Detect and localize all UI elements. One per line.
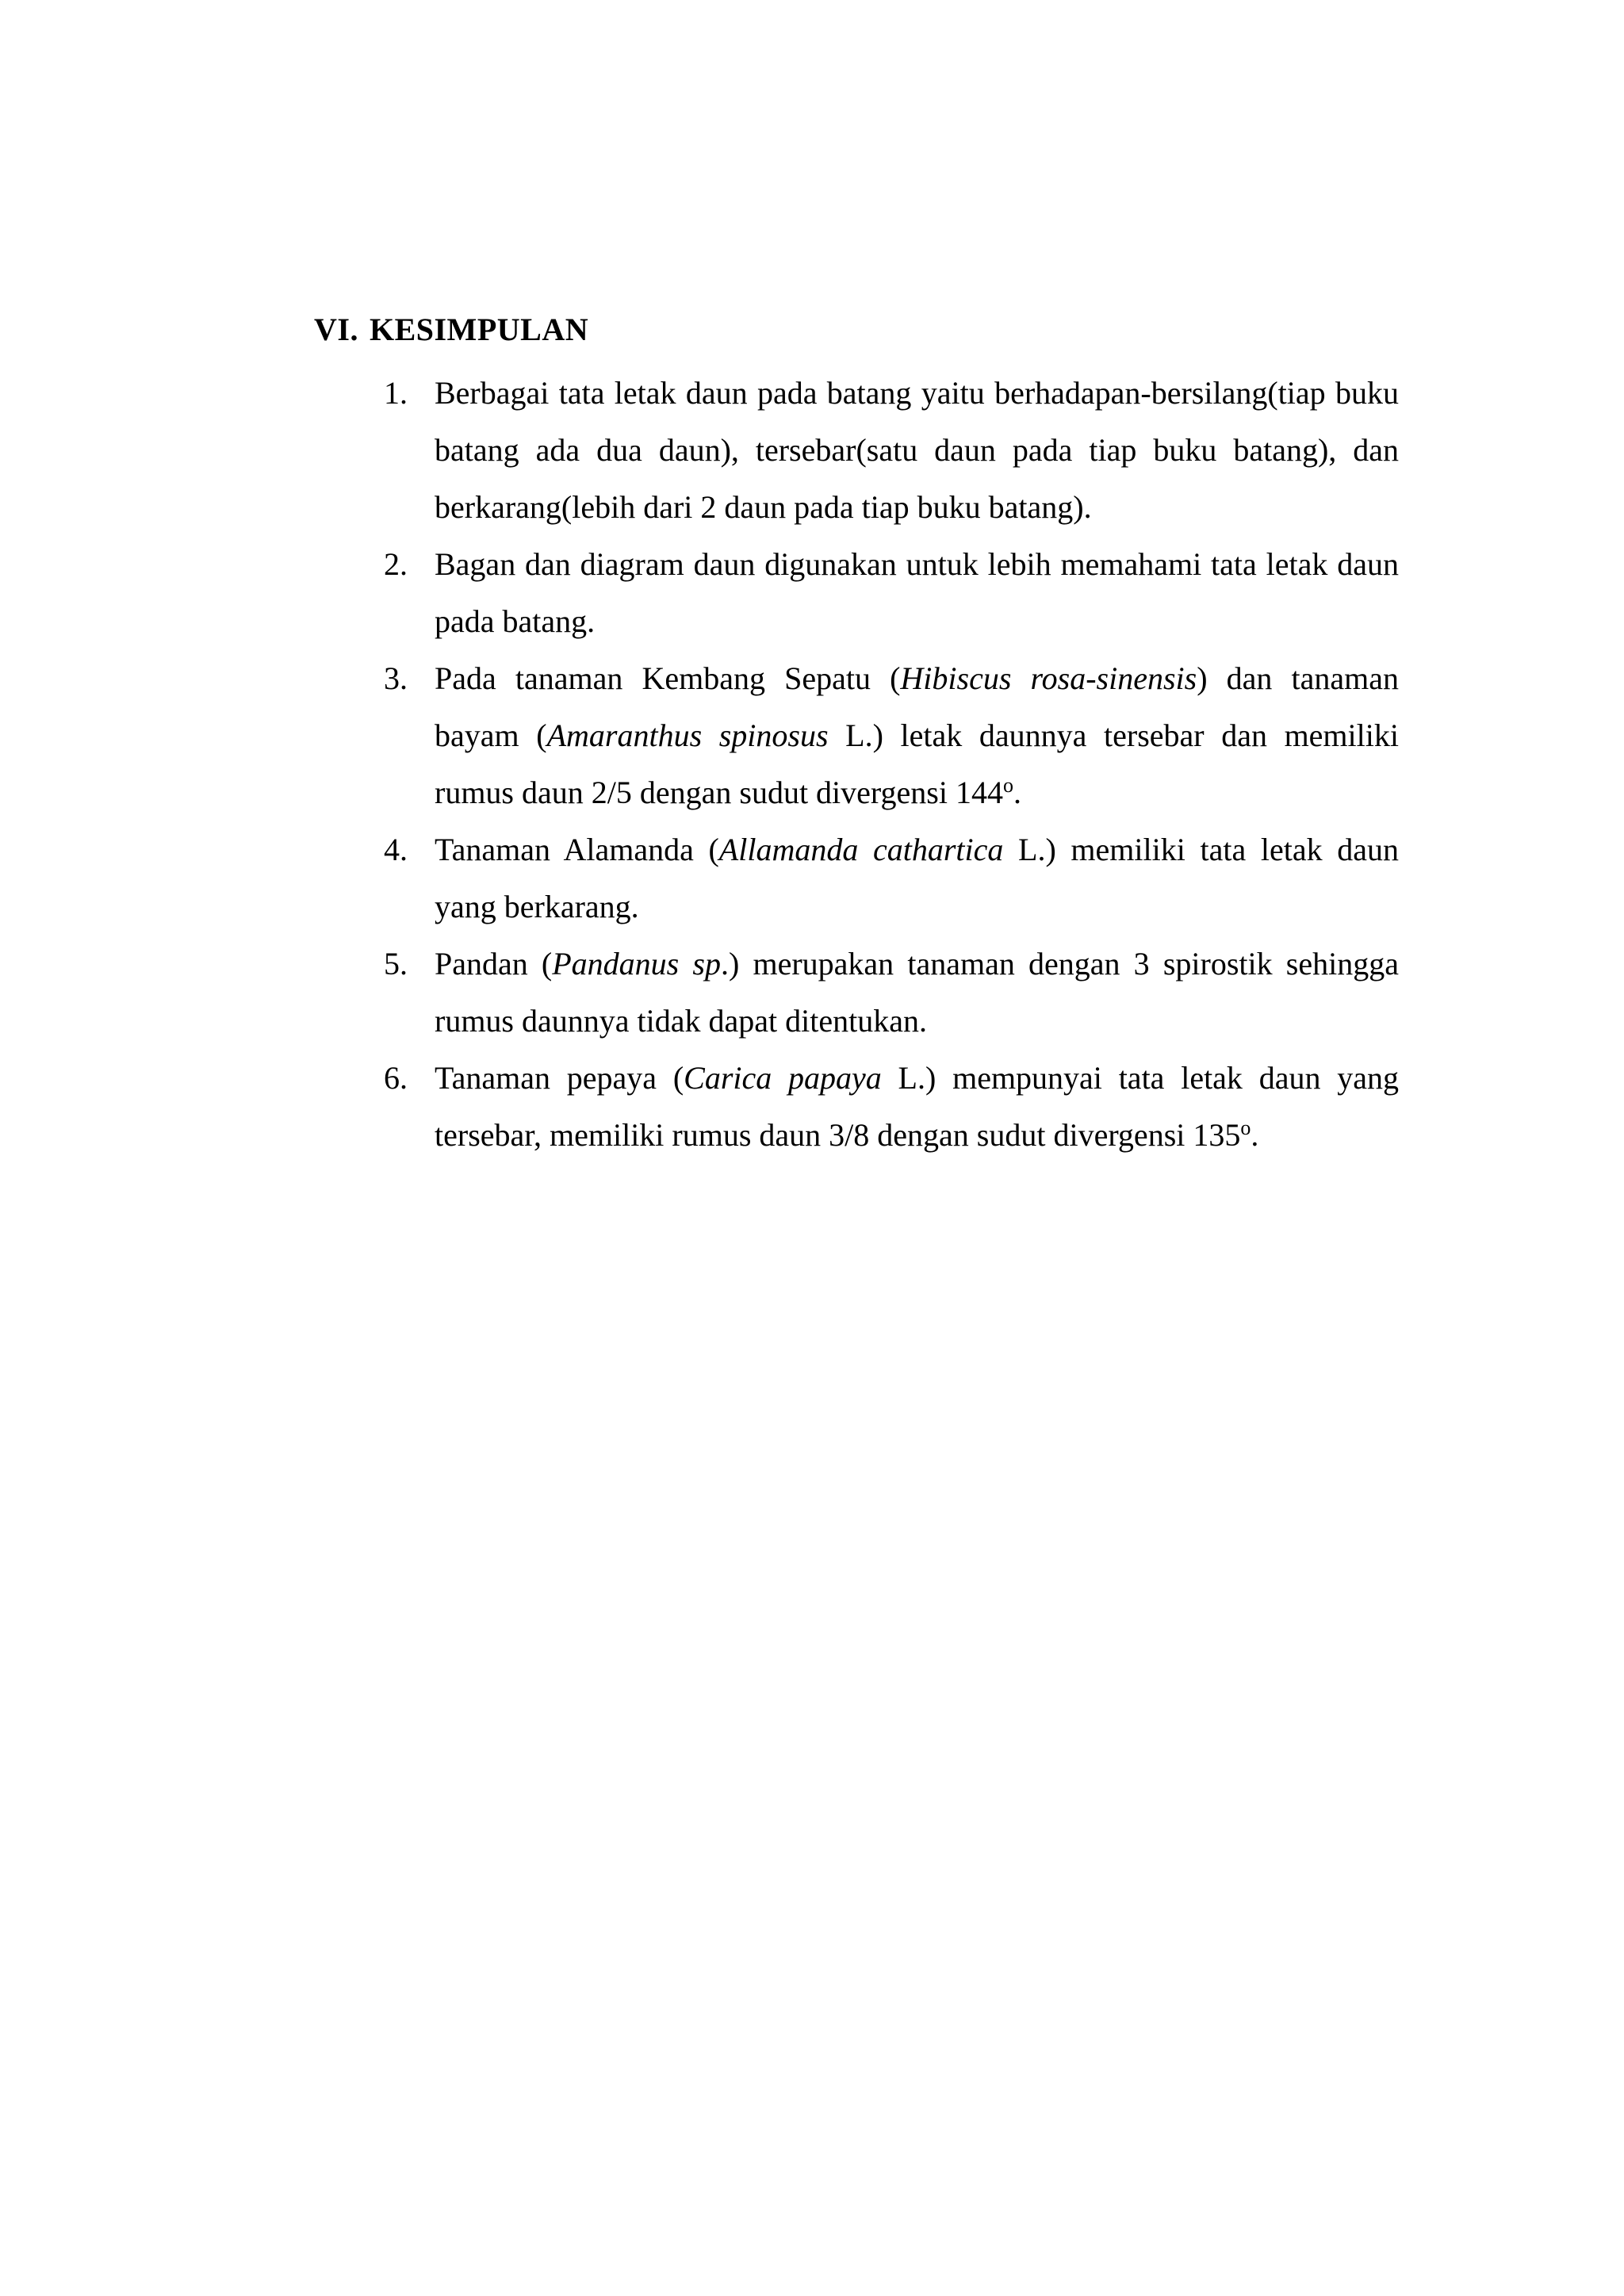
degree-superscript: o	[1002, 774, 1013, 797]
item-number: 3.	[384, 660, 408, 696]
item-text: Pada tanaman Kembang Sepatu (	[435, 660, 901, 696]
item-number: 4.	[384, 832, 408, 867]
item-number: 2.	[384, 546, 408, 582]
species-name: Carica papaya	[684, 1060, 882, 1096]
section-title: KESIMPULAN	[369, 312, 589, 347]
item-text: L.) mempunyai tata letak daun yang tersebar, memiliki rumus daun 3/8 dengan sudut divergensi 135	[435, 1060, 1399, 1153]
item-text: Tanaman Alamanda (	[435, 832, 719, 867]
species-name: Pandanus sp	[552, 946, 721, 982]
item-number: 5.	[384, 946, 408, 982]
item-number: 6.	[384, 1060, 408, 1096]
list-item	[384, 365, 1399, 536]
section-heading	[314, 308, 588, 352]
item-text: Berbagai tata letak daun pada batang yaitu berhadapan-bersilang(tiap buku batang ada dua daun), tersebar(satu daun pada tiap buku batang), dan berkarang(lebih dari 2 daun pada tiap buku batang).	[435, 375, 1399, 525]
species-name: Hibiscus rosa-sinensis	[900, 660, 1197, 696]
item-text: Pandan (	[435, 946, 553, 982]
item-text: L.) letak daunnya tersebar dan memiliki rumus daun 2/5 dengan sudut divergensi 144	[435, 718, 1399, 810]
item-text: Bagan dan diagram daun digunakan untuk lebih memahami tata letak daun pada batang.	[435, 546, 1399, 639]
list-item	[384, 821, 1399, 936]
item-text: .	[1251, 1117, 1259, 1153]
item-text: Tanaman pepaya (	[435, 1060, 684, 1096]
species-name: Amaranthus spinosus	[546, 718, 829, 753]
list-item	[384, 1050, 1399, 1164]
list-item	[384, 536, 1399, 650]
item-text: .) merupakan tanaman dengan 3 spirostik sehingga rumus daunnya tidak dapat ditentukan.	[435, 946, 1399, 1039]
species-name: Allamanda cathartica	[718, 832, 1004, 867]
item-number: 1.	[384, 375, 408, 411]
conclusion-list	[384, 365, 1400, 1164]
list-item	[384, 650, 1400, 821]
item-text: ) dan tanaman bayam (	[435, 660, 1400, 753]
section-number: VI.	[314, 312, 358, 347]
item-text: .	[1013, 775, 1021, 810]
degree-superscript: o	[1240, 1116, 1251, 1139]
item-text: L.) memiliki tata letak daun yang berkarang.	[435, 832, 1399, 924]
list-item	[384, 936, 1399, 1050]
